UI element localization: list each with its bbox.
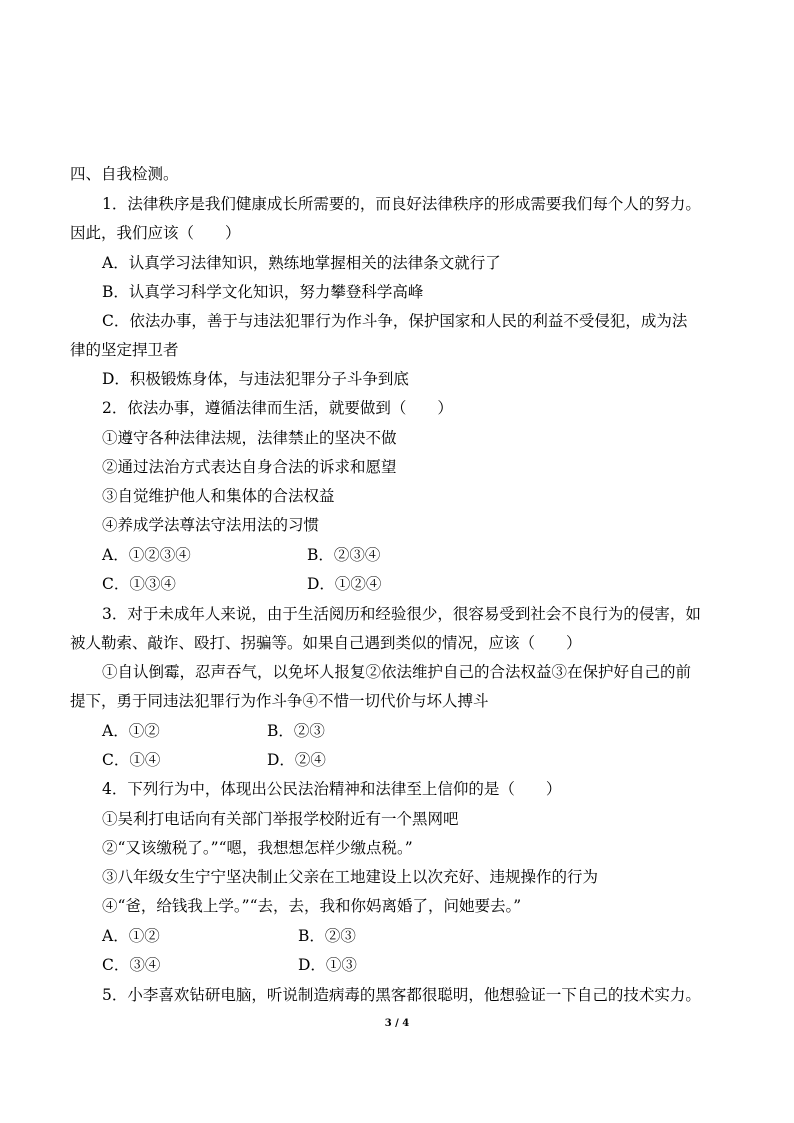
q2-item-3: ③自觉维护他人和集体的合法权益	[102, 487, 335, 505]
section-title: 四、自我检测。	[70, 165, 179, 183]
q4-stem: 4．下列行为中，体现出公民法治精神和法律至上信仰的是（ ）	[102, 780, 562, 798]
q3-stem-line1: 3．对于未成年人来说，由于生活阅历和经验很少，很容易受到社会不良行为的侵害，如	[102, 605, 701, 623]
page-number: 3 / 4	[384, 1018, 410, 1029]
q4-option-c: C．③④	[102, 956, 161, 974]
q3-option-d: D．②④	[267, 751, 326, 769]
q3-items-line1: ①自认倒霉，忍声吞气，以免坏人报复②依法维护自己的合法权益③在保护好自己的前	[102, 663, 692, 681]
q1-option-a: A．认真学习法律知识，熟练地掌握相关的法律条文就行了	[102, 254, 501, 272]
q2-item-4: ④养成学法尊法守法用法的习惯	[102, 516, 320, 534]
q4-item-1: ①吴利打电话向有关部门举报学校附近有一个黑网吧	[102, 810, 459, 828]
q2-option-a: A．①②③④	[102, 546, 191, 564]
q1-option-c-line1: C．依法办事，善于与违法犯罪行为作斗争，保护国家和人民的利益不受侵犯，成为法	[102, 312, 688, 330]
q3-option-c: C．①④	[102, 751, 161, 769]
q4-option-d: D．①③	[298, 956, 357, 974]
q2-option-b: B．②③④	[307, 546, 381, 564]
q5-stem-line1: 5．小李喜欢钻研电脑，听说制造病毒的黑客都很聪明，他想验证一下自己的技术实力。	[102, 986, 701, 1004]
q2-stem: 2．依法办事，遵循法律而生活，就要做到（ ）	[102, 399, 453, 417]
q1-stem-line1: 1．法律秩序是我们健康成长所需要的，而良好法律秩序的形成需要我们每个人的努力。	[102, 195, 701, 213]
q3-stem-line2: 被人勒索、敲诈、殴打、拐骗等。如果自己遇到类似的情况，应该（ ）	[70, 634, 582, 652]
q4-item-2: ②“又该缴税了。”“嗯，我想想怎样少缴点税。”	[102, 839, 413, 857]
q4-item-3: ③八年级女生宁宁坚决制止父亲在工地建设上以次充好、违规操作的行为	[102, 868, 599, 886]
q2-item-1: ①遵守各种法律法规，法律禁止的坚决不做	[102, 429, 397, 447]
q1-stem-line2: 因此，我们应该（ ）	[70, 224, 241, 242]
q4-option-a: A．①②	[102, 927, 160, 945]
q4-option-b: B．②③	[298, 927, 356, 945]
q3-option-b: B．②③	[267, 722, 325, 740]
q4-item-4: ④“爸，给钱我上学。”“去，去，我和你妈离婚了，问她要去。”	[102, 897, 522, 915]
q2-item-2: ②通过法治方式表达自身合法的诉求和愿望	[102, 458, 397, 476]
q1-option-b: B．认真学习科学文化知识，努力攀登科学高峰	[102, 283, 424, 301]
q1-option-d: D．积极锻炼身体，与违法犯罪分子斗争到底	[102, 370, 409, 388]
q1-option-c-line2: 律的坚定捍卫者	[70, 341, 179, 359]
q2-option-c: C．①③④	[102, 575, 176, 593]
q2-option-d: D．①②④	[307, 575, 382, 593]
q3-option-a: A．①②	[102, 722, 160, 740]
q3-items-line2: 提下，勇于同违法犯罪行为作斗争④不惜一切代价与坏人搏斗	[70, 692, 489, 710]
